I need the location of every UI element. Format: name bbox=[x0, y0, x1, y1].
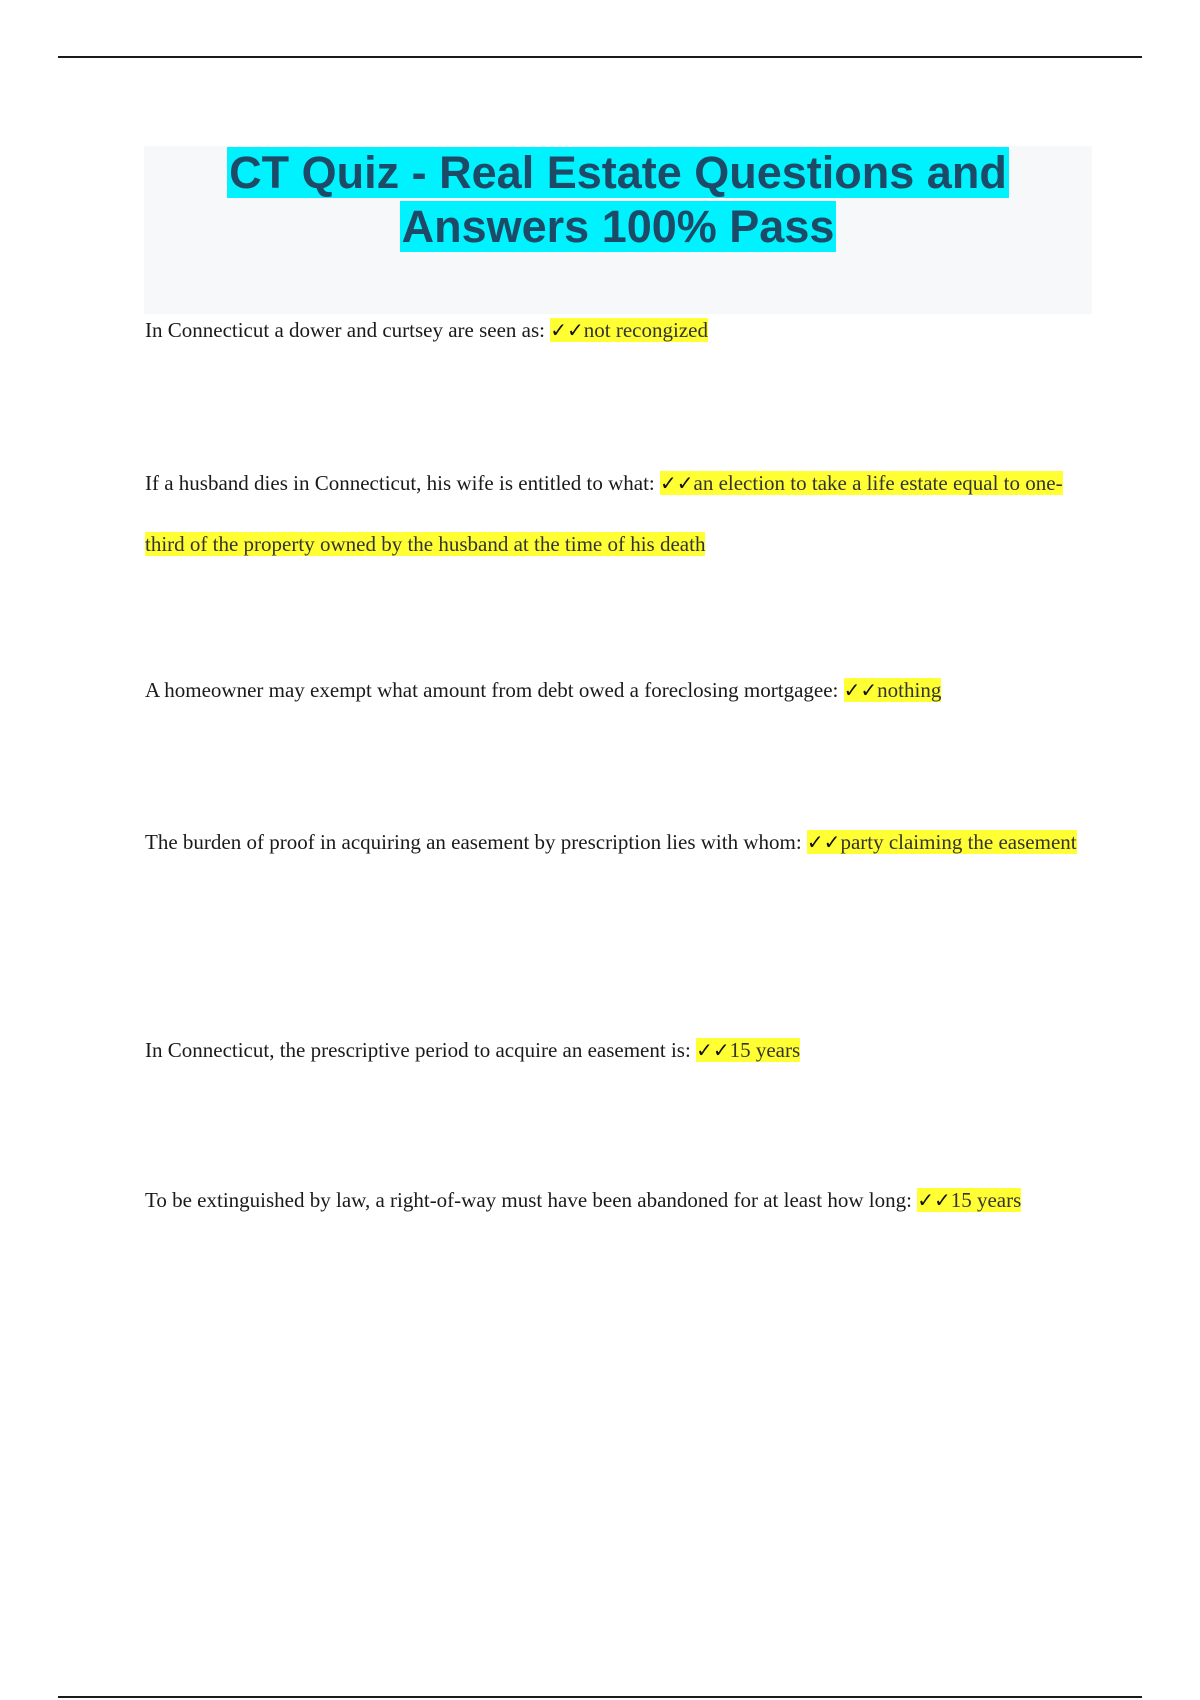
qa-item-6 bbox=[145, 1170, 1090, 1231]
title-box bbox=[144, 146, 1092, 314]
qa-item-3 bbox=[145, 660, 1090, 721]
answer-text: not recongized bbox=[583, 318, 708, 342]
qa-item-4 bbox=[145, 812, 1090, 873]
qa-item-2 bbox=[145, 453, 1090, 575]
answer-highlight bbox=[844, 678, 942, 702]
double-check-icon: ✓✓ bbox=[806, 830, 841, 854]
answer-text: party claiming the easement bbox=[840, 830, 1077, 854]
answer-highlight bbox=[696, 1038, 800, 1062]
question-text: A homeowner may exempt what amount from debt owed a foreclosing mortgagee: bbox=[145, 678, 839, 702]
answer-text: 15 years bbox=[729, 1038, 801, 1062]
double-check-icon: ✓✓ bbox=[696, 1038, 730, 1062]
double-check-icon: ✓✓ bbox=[917, 1188, 951, 1212]
answer-text: nothing bbox=[877, 678, 942, 702]
qa-item-1 bbox=[145, 300, 1090, 361]
question-text: In Connecticut a dower and curtsey are seen as: bbox=[145, 318, 546, 342]
double-check-icon: ✓✓ bbox=[659, 471, 694, 495]
question-text: The burden of proof in acquiring an easement by prescription lies with whom: bbox=[145, 830, 802, 854]
question-text: If a husband dies in Connecticut, his wife is entitled to what: bbox=[145, 471, 655, 495]
title-line-1: CT Quiz - Real Estate Questions and bbox=[229, 147, 1007, 198]
title-line-2: Answers 100% Pass bbox=[401, 201, 835, 252]
answer-text: 15 years bbox=[950, 1188, 1022, 1212]
answer-highlight bbox=[807, 830, 1077, 854]
answer-highlight bbox=[550, 318, 708, 342]
double-check-icon: ✓✓ bbox=[843, 678, 878, 702]
page-title bbox=[144, 146, 1092, 254]
answer-highlight bbox=[917, 1188, 1021, 1212]
top-rule bbox=[58, 56, 1142, 58]
answer-text: an election to take a life estate equal to one-third of the property owned by the husband at the time of his death bbox=[145, 471, 1063, 556]
bottom-rule bbox=[58, 1696, 1142, 1698]
qa-item-5 bbox=[145, 1020, 1090, 1081]
question-text: To be extinguished by law, a right-of-way must have been abandoned for at least how long: bbox=[145, 1188, 912, 1212]
double-check-icon: ✓✓ bbox=[550, 318, 584, 342]
question-text: In Connecticut, the prescriptive period to acquire an easement is: bbox=[145, 1038, 691, 1062]
